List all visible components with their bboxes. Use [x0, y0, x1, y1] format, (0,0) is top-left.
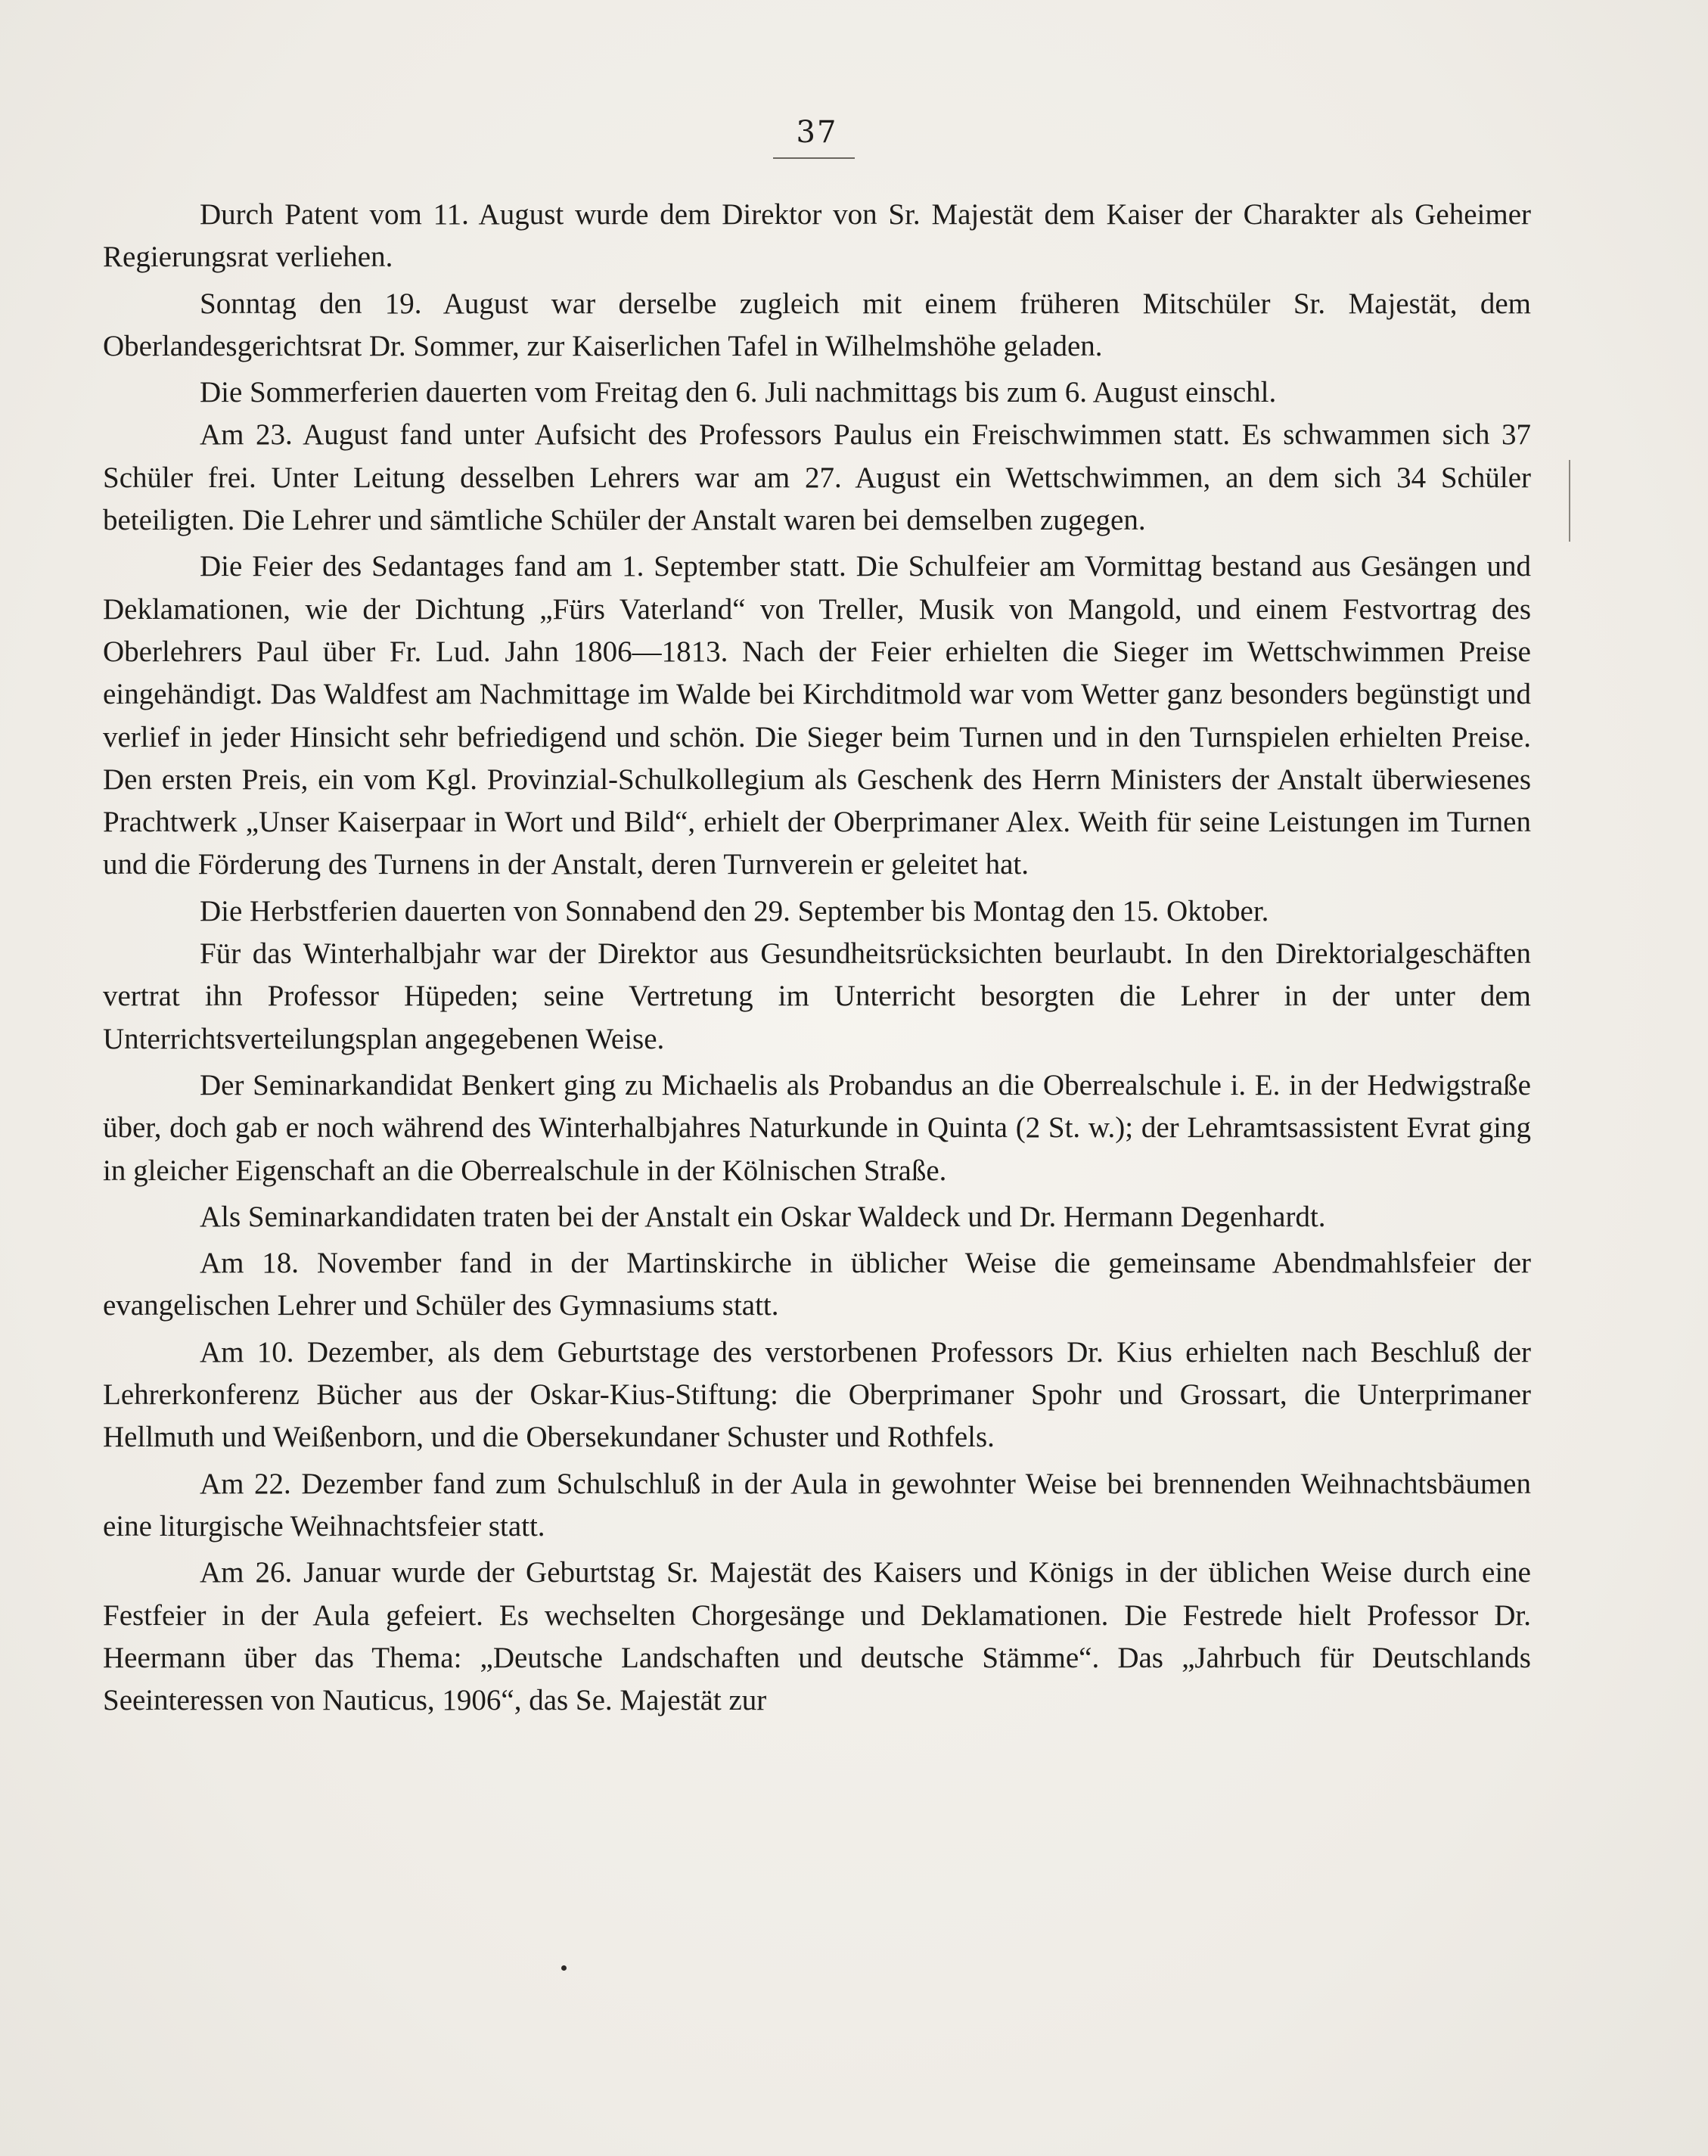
paragraph-2: Sonntag den 19. August war derselbe zugleich mit einem früheren Mitschüler Sr. Majestät, dem Oberlandesgerichtsrat Dr. Sommer, zur Kaiserlichen Tafel in Wilhelmshöhe geladen. [103, 287, 1531, 362]
paragraph-3: Die Sommerferien dauerten vom Freitag den 6. Juli nachmittags bis zum 6. August einschl. [200, 376, 1277, 409]
paragraph-11: Am 10. Dezember, als dem Geburtstage des verstorbenen Professors Dr. Kius erhielten nach Beschluß der Lehrerkonferenz Bücher aus der Oskar-Kius-Stiftung: die Oberprimaner Spohr und Grossart, die Unterprimaner Hellmuth und Weißenborn, und die Obersekundaner Schuster und Rothfels. [103, 1335, 1531, 1454]
paragraph-4: Am 23. August fand unter Aufsicht des Professors Paulus ein Freischwimmen statt. Es schwammen sich 37 Schüler frei. Unter Leitung desselben Lehrers war am 27. August ein Wettschwimmen, an dem sich 34 Schüler beteiligten. Die Lehrer und sämtliche Schüler der Anstalt waren bei demselben zugegen. [103, 418, 1531, 537]
paragraph-13: Am 26. Januar wurde der Geburtstag Sr. Majestät des Kaisers und Königs in der üblichen Weise durch eine Festfeier in der Aula gefeiert. Es wechselten Chorgesänge und Deklamationen. Die Festrede hielt Professor Dr. Heermann über das Thema: „Deutsche Landschaften und deutsche Stämme“. Das „Jahrbuch für Deutschlands Seeinteressen von Nauticus, 1906“, das Se. Majestät zur [103, 1556, 1531, 1717]
paragraph-1: Durch Patent vom 11. August wurde dem Direktor von Sr. Majestät dem Kaiser der Charakter als Geheimer Regierungsrat verliehen. [103, 198, 1531, 274]
text-body [103, 194, 1531, 1722]
paragraph-10: Am 18. November fand in der Martinskirche in üblicher Weise die gemeinsame Abendmahlsfeier der evangelischen Lehrer und Schüler des Gymnasiums statt. [103, 1247, 1531, 1322]
margin-bleed-line [1569, 460, 1570, 542]
paragraph-6: Die Herbstferien dauerten von Sonnabend den 29. September bis Montag den 15. Oktober. [200, 894, 1269, 927]
page-number-rule [773, 157, 855, 159]
ink-speck [561, 1965, 567, 1971]
paragraph-5: Die Feier des Sedantages fand am 1. September statt. Die Schulfeier am Vormittag bestand aus Gesängen und Deklamationen, wie der Dichtung „Fürs Vaterland“ von Treller, Musik von Mangold, und einem Festvortrag des Oberlehrers Paul über Fr. Lud. Jahn 1806—1813. Nach der Feier erhielten die Sieger im Wettschwimmen Preise eingehändigt. Das Waldfest am Nachmittage im Walde bei Kirchditmold war vom Wetter ganz besonders begünstigt und verlief in jeder Hinsicht sehr befriedigend und schön. Die Sieger beim Turnen und in den Turnspielen erhielten Preise. Den ersten Preis, ein vom Kgl. Provinzial-Schulkollegium als Geschenk des Herrn Ministers der Anstalt überwiesenes Prachtwerk „Unser Kaiserpaar in Wort und Bild“, erhielt der Oberprimaner Alex. Weith für seine Leistungen im Turnen und die Förderung des Turnens in der Anstalt, deren Turnverein er geleitet hat. [103, 550, 1531, 881]
paragraph-7: Für das Winterhalbjahr war der Direktor aus Gesundheitsrücksichten beurlaubt. In den Direktorialgeschäften vertrat ihn Professor Hüpeden; seine Vertretung im Unterricht besorgten die Lehrer in der unter dem Unterrichtsverteilungsplan angegebenen Weise. [103, 937, 1531, 1055]
page-number: 37 [796, 115, 838, 150]
paragraph-8: Der Seminarkandidat Benkert ging zu Michaelis als Probandus an die Oberrealschule i. E. in der Hedwigstraße über, doch gab er noch während des Winterhalbjahres Naturkunde in Quinta (2 St. w.); der Lehramtsassistent Evrat ging in gleicher Eigenschaft an die Oberrealschule in der Kölnischen Straße. [103, 1068, 1531, 1187]
paragraph-9: Als Seminarkandidaten traten bei der Anstalt ein Oskar Waldeck und Dr. Hermann Degenhardt. [200, 1200, 1326, 1233]
paragraph-12: Am 22. Dezember fand zum Schulschluß in der Aula in gewohnter Weise bei brennenden Weihnachtsbäumen eine liturgische Weihnachtsfeier statt. [103, 1467, 1531, 1542]
